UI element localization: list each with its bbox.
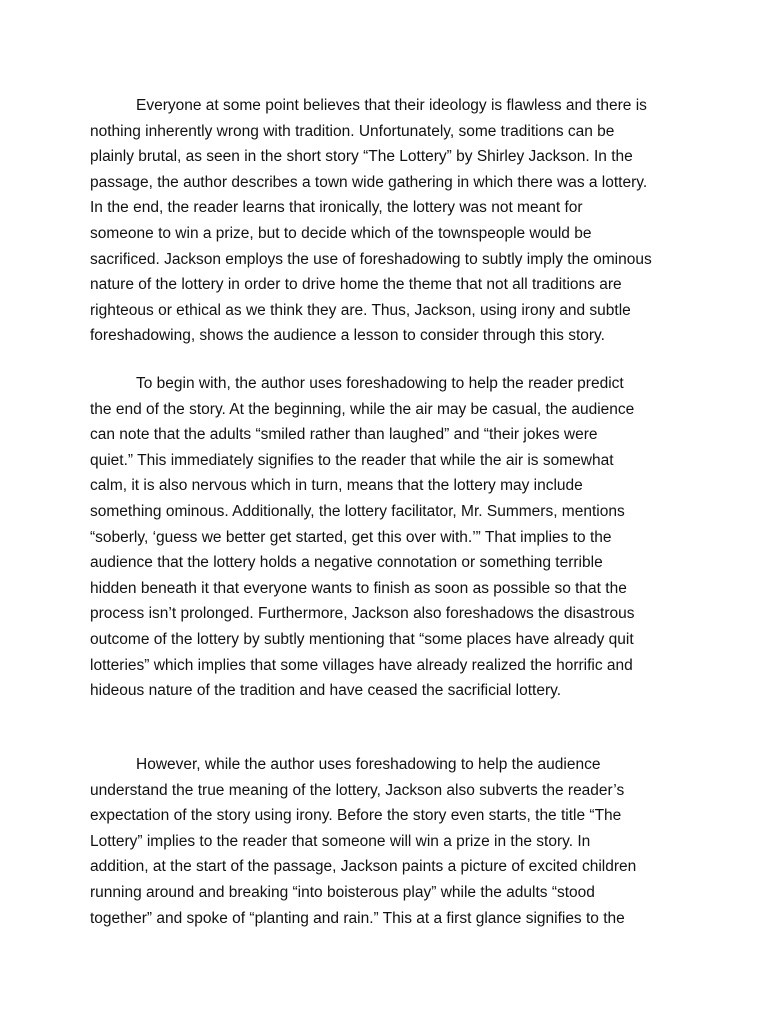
paragraph-line: To begin with, the author uses foreshadowing to help the reader predict [136, 375, 624, 392]
paragraph-line: running around and breaking “into boisterous play” while the adults “stood [90, 883, 595, 901]
paragraph-line: hidden beneath it that everyone wants to finish as soon as possible so that the [90, 579, 627, 597]
paragraph-line: understand the true meaning of the lottery, Jackson also subverts the reader’s [90, 781, 625, 799]
paragraph-line: outcome of the lottery by subtly mentioning that “some places have already quit [90, 630, 634, 648]
paragraph-line: expectation of the story using irony. Before the story even starts, the title “The [90, 807, 622, 825]
paragraph-line: calm, it is also nervous which in turn, means that the lottery may include [90, 477, 583, 495]
paragraph-line: quiet.” This immediately signifies to the reader that while the air is somewhat [90, 451, 614, 469]
paragraph-line: nothing inherently wrong with tradition. Unfortunately, some traditions can be [90, 122, 615, 140]
paragraph-line: can note that the adults “smiled rather than laughed” and “their jokes were [90, 426, 598, 444]
paragraph-line: process isn’t prolonged. Furthermore, Jackson also foreshadows the disastrous [90, 605, 635, 623]
paragraph-line: Everyone at some point believes that their ideology is flawless and there is [136, 97, 647, 114]
paragraph-line: However, while the author uses foreshadowing to help the audience [136, 756, 601, 773]
paragraph-line: together” and spoke of “planting and rain.” This at a first glance signifies to the [90, 909, 625, 927]
paragraph-line: sacrificed. Jackson employs the use of foreshadowing to subtly imply the ominous [90, 250, 652, 268]
paragraph-line: audience that the lottery holds a negative connotation or something terrible [90, 554, 603, 572]
paragraph-line: something ominous. Additionally, the lottery facilitator, Mr. Summers, mentions [90, 502, 625, 520]
paragraph-line: the end of the story. At the beginning, while the air may be casual, the audience [90, 400, 635, 418]
paragraph-line: foreshadowing, shows the audience a lesson to consider through this story. [90, 327, 605, 345]
paragraph-line: “soberly, ‘guess we better get started, get this over with.’” That implies to the [90, 528, 612, 546]
paragraph-line: passage, the author describes a town wide gathering in which there was a lottery. [90, 173, 648, 191]
paragraph-line: nature of the lottery in order to drive home the theme that not all traditions are [90, 276, 622, 294]
paragraph-irony [90, 752, 690, 931]
paragraph-line: addition, at the start of the passage, Jackson paints a picture of excited children [90, 858, 637, 876]
paragraph-line: hideous nature of the tradition and have ceased the sacrificial lottery. [90, 682, 562, 700]
paragraph-line: lotteries” which implies that some villages have already realized the horrific and [90, 656, 633, 674]
paragraph-line: someone to win a prize, but to decide which of the townspeople would be [90, 224, 592, 242]
paragraph-line: Lottery” implies to the reader that someone will win a prize in the story. In [90, 832, 591, 850]
paragraph-foreshadowing [90, 371, 690, 704]
paragraph-line: righteous or ethical as we think they are. Thus, Jackson, using irony and subtle [90, 301, 631, 319]
paragraph-introduction [90, 93, 690, 349]
paragraph-line: plainly brutal, as seen in the short story “The Lottery” by Shirley Jackson. In the [90, 148, 633, 166]
paragraph-line: In the end, the reader learns that ironically, the lottery was not meant for [90, 199, 583, 217]
